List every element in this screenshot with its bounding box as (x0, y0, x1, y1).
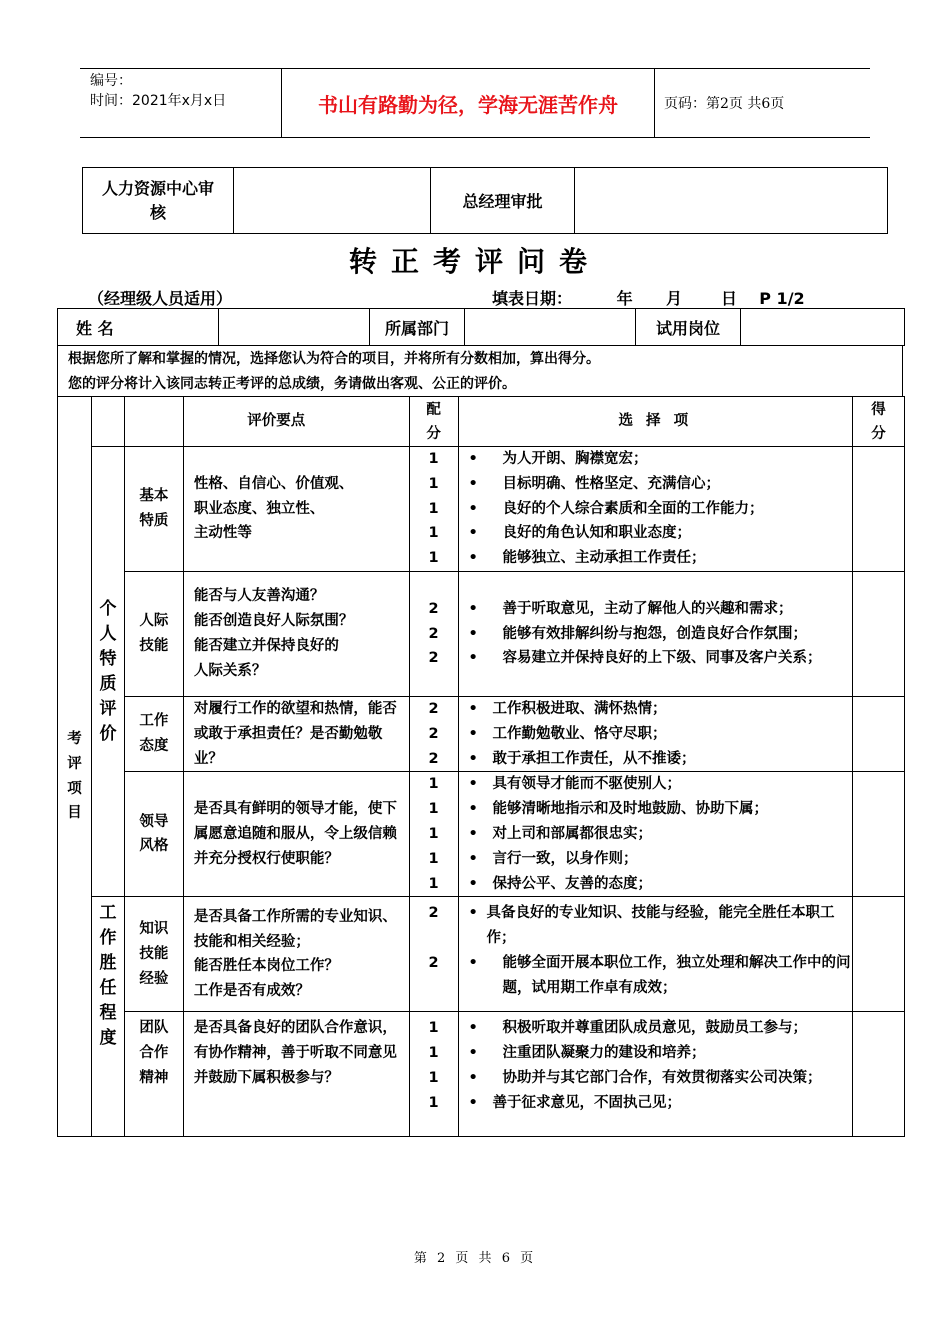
hr-review-field[interactable] (234, 168, 431, 234)
category-label: 基本特质 (124, 447, 183, 572)
score-input[interactable] (853, 447, 905, 572)
header-options: 选 择 项 (458, 397, 852, 447)
instruction-line: 您的评分将计入该同志转正考评的总成绩，务请做出客观、公正的评价。 (68, 376, 516, 392)
score-values: 1 1 1 1 1 (409, 447, 458, 572)
post-label: 试用岗位 (636, 309, 741, 346)
option-item[interactable]: • 言行一致，以身作则； (468, 850, 638, 867)
employee-info-table (57, 308, 905, 346)
option-item[interactable]: • 对上司和部属都很忠实； (468, 825, 653, 842)
option-list (458, 447, 852, 572)
option-item[interactable]: • 能够有效排解纠纷与抱怨，创造良好合作氛围； (468, 625, 808, 642)
section-personal-traits: 个人特质评价 (91, 447, 124, 897)
option-item[interactable]: • 能够全面开展本职位工作，独立处理和解决工作中的问题，试用期工作卓有成效； (468, 954, 851, 996)
score-values: 2 2 2 (409, 697, 458, 772)
option-list (458, 772, 852, 897)
score-values: 2 2 (409, 897, 458, 1012)
gm-approval-label: 总经理审批 (431, 168, 575, 234)
option-item[interactable]: • 敢于承担工作责任，从不推诿； (468, 750, 696, 767)
gm-approval-field[interactable] (575, 168, 888, 234)
option-item[interactable]: • 善于征求意见，不固执己见； (468, 1094, 682, 1111)
blank-header-cell (91, 397, 124, 447)
header-evaluation-points: 评价要点 (183, 397, 409, 447)
category-label: 团队合作精神 (124, 1012, 183, 1137)
score-input[interactable] (853, 772, 905, 897)
option-item[interactable]: • 工作积极进取、满怀热情； (468, 701, 667, 717)
score-values: 2 2 2 (409, 572, 458, 697)
doc-number: 编号： (90, 73, 132, 89)
option-list (458, 1012, 852, 1137)
score-values: 1 1 1 1 (409, 1012, 458, 1137)
header-meta (80, 69, 282, 137)
post-field[interactable] (741, 309, 905, 346)
evaluation-point: 是否具有鲜明的领导才能，使下属愿意追随和服从，令上级信赖并充分授权行使职能？ (183, 772, 409, 897)
page-footer: 第 2 页 共 6 页 (413, 1251, 537, 1266)
category-label: 领导风格 (124, 772, 183, 897)
fill-date: 填表日期： 年 月 日 P 1/2 (492, 289, 805, 308)
score-input[interactable] (853, 1012, 905, 1137)
header-result: 得分 (853, 397, 905, 447)
instruction-line: 根据您所了解和掌握的情况，选择您认为符合的项目，并将所有分数相加，算出得分。 (68, 351, 600, 367)
option-item[interactable]: • 良好的角色认知和职业态度； (468, 525, 692, 542)
category-label: 工作态度 (124, 697, 183, 772)
section-work-competence: 工作胜任程度 (91, 897, 124, 1137)
evaluation-point: 对履行工作的欲望和热情，能否或敢于承担责任？是否勤勉敬业？ (183, 697, 409, 772)
option-item[interactable]: • 善于听取意见，主动了解他人的兴趣和需求； (468, 600, 793, 617)
evaluation-point: 能否与人友善沟通？ 能否创造良好人际氛围？ 能否建立并保持良好的 人际关系？ (183, 572, 409, 697)
score-input[interactable] (853, 897, 905, 1012)
option-item[interactable]: • 具有领导才能而不驱使别人； (468, 776, 682, 793)
option-item[interactable]: • 能够清晰地指示和及时地鼓励、协助下属； (468, 801, 769, 818)
option-item[interactable]: • 保持公平、友善的态度； (468, 875, 653, 892)
form-title: 转正考评问卷 (348, 245, 601, 278)
category-label: 知识技能经验 (124, 897, 183, 1012)
dept-label: 所属部门 (370, 309, 465, 346)
name-field[interactable] (219, 309, 370, 346)
header-score: 配分 (409, 397, 458, 447)
applicable-note: （经理级人员适用） (88, 289, 233, 308)
category-label: 人际技能 (124, 572, 183, 697)
option-item[interactable]: • 积极听取并尊重团队成员意见，鼓励员工参与； (468, 1020, 808, 1037)
blank-header-cell (124, 397, 183, 447)
page-header (80, 68, 870, 138)
header-motto: 书山有路勤为径，学海无涯苦作舟 (282, 69, 655, 137)
option-item[interactable]: • 为人开朗、胸襟宽宏； (468, 451, 648, 467)
score-input[interactable] (853, 697, 905, 772)
option-item[interactable]: • 良好的个人综合素质和全面的工作能力； (468, 500, 764, 517)
doc-time: 时间：2021年x月x日 (90, 93, 227, 109)
dept-field[interactable] (465, 309, 636, 346)
evaluation-table (57, 396, 905, 1137)
header-page-info: 页码：第2页 共6页 (664, 96, 785, 112)
name-label: 姓 名 (58, 309, 219, 346)
evaluation-point: 是否具备良好的团队合作意识，有协作精神，善于听取不同意见并鼓励下属积极参与？ (183, 1012, 409, 1137)
option-item[interactable]: • 具备良好的专业知识、技能与经验，能完全胜任本职工作； (468, 905, 835, 947)
option-item[interactable]: • 注重团队凝聚力的建设和培养； (468, 1045, 706, 1062)
score-input[interactable] (853, 572, 905, 697)
evaluation-point: 是否具备工作所需的专业知识、技能和相关经验； 能否胜任本岗位工作？ 工作是否有成效？ (183, 897, 409, 1012)
evaluation-point: 性格、自信心、价值观、 职业态度、独立性、 主动性等 (183, 447, 409, 572)
instructions (57, 345, 903, 397)
evaluation-group-label: 考评项目 (58, 397, 92, 1137)
score-values: 1 1 1 1 1 (409, 772, 458, 897)
option-item[interactable]: • 能够独立、主动承担工作责任； (468, 550, 706, 567)
option-list (458, 572, 852, 697)
option-item[interactable]: • 协助并与其它部门合作，有效贯彻落实公司决策； (468, 1069, 822, 1086)
option-item[interactable]: • 目标明确、性格坚定、充满信心； (468, 475, 721, 492)
option-list (458, 897, 852, 1012)
option-item[interactable]: • 容易建立并保持良好的上下级、同事及客户关系； (468, 650, 822, 667)
option-list (458, 697, 852, 772)
hr-review-label: 人力资源中心审核 (83, 168, 234, 234)
option-item[interactable]: • 工作勤勉敬业、恪守尽职； (468, 725, 667, 742)
approval-table (82, 167, 888, 234)
